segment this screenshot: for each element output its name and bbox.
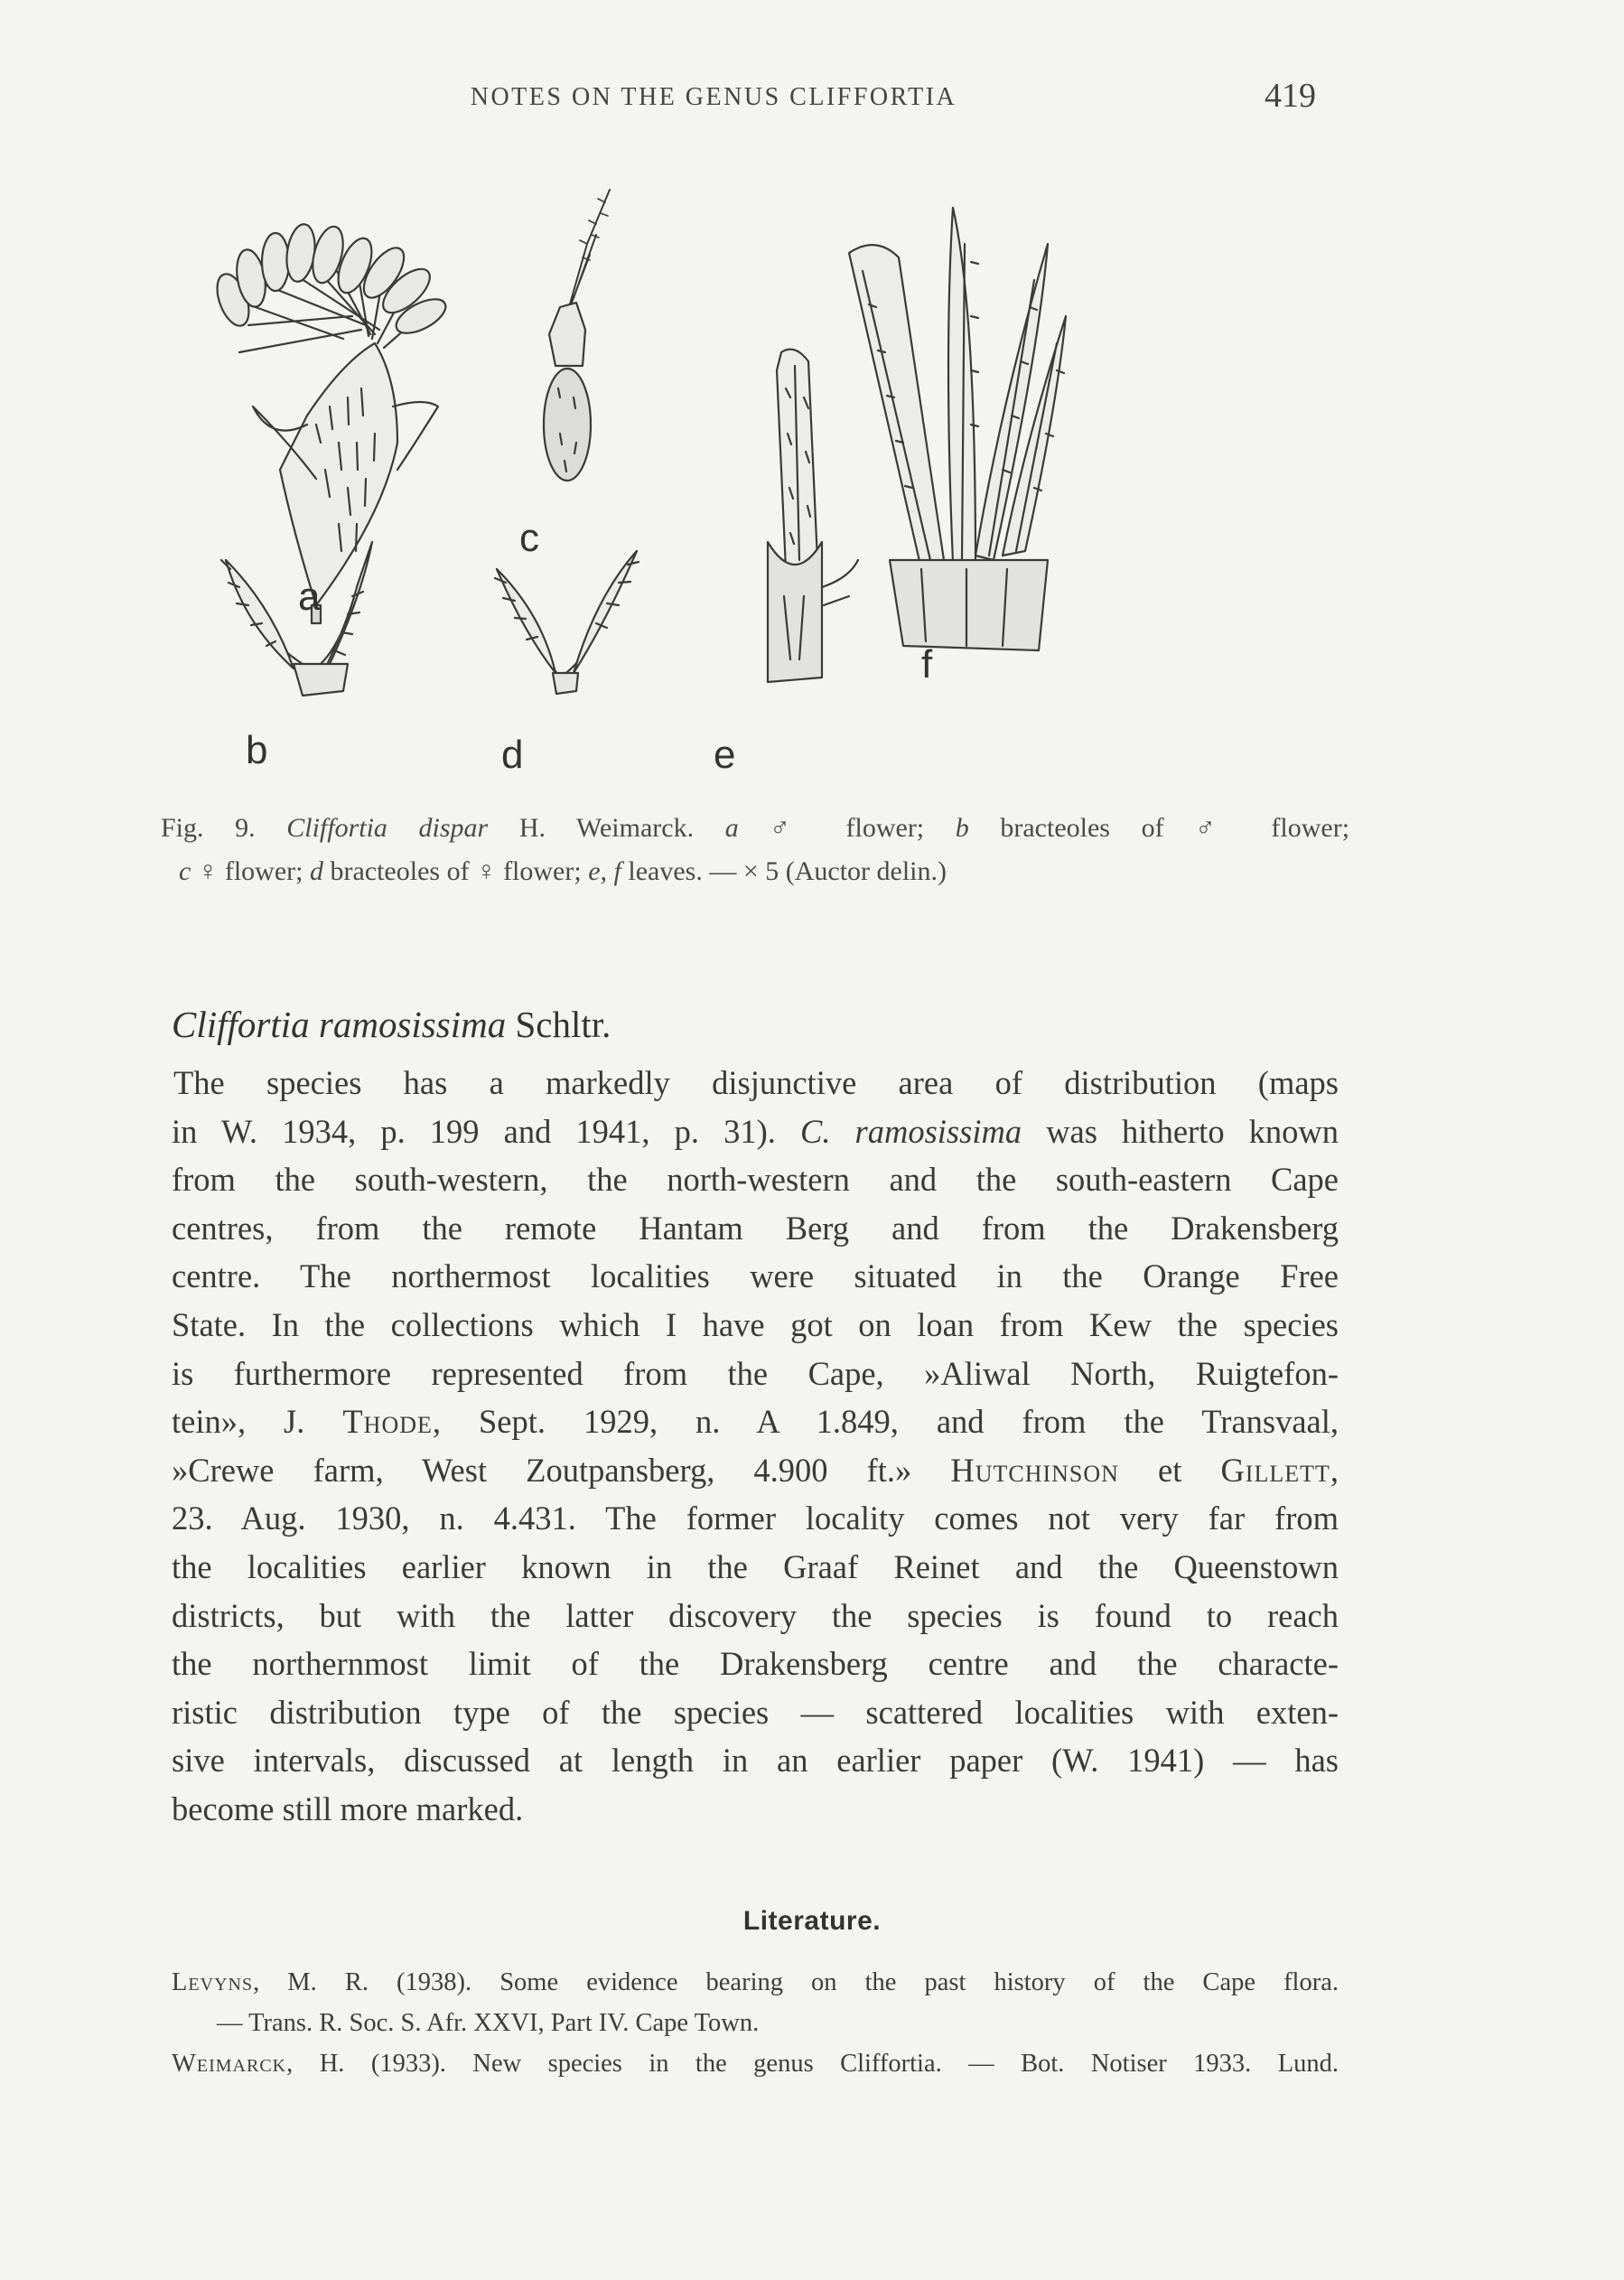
single-leaf-drawing	[768, 350, 858, 682]
reference-list: Levyns, M. R. (1938). Some evidence bearing on the past history of the Cape flora. — Trans. R. Soc. S. Afr. XXVI, Part IV. Cape Town. Weimarck, H. (1933). New species in the genus Cliffortia. — Bot. Notiser 1933. Lund.	[172, 1962, 1339, 2084]
species-heading: Cliffortia ramosissima Schltr.	[172, 1004, 611, 1045]
label-d: d	[501, 733, 524, 777]
botanical-figure	[135, 172, 1274, 795]
reference-item: Weimarck, H. (1933). New species in the genus Cliffortia. — Bot. Notiser 1933. Lund.	[172, 2050, 1339, 2078]
literature-heading: Literature.	[742, 1906, 882, 1936]
body-paragraph: The species has a markedly disjunctive area of distribution (maps in W. 1934, p. 199 and 1941, p. 31). C. ramosissima was hitherto known from the south-western, the north-western and the south-eastern Cape centres, from the remote Hantam Berg and from the Drakensberg centre. The northermost localities were situated in the Orange Free State. In the collections which I have got on loan from Kew the species is furthermore represented from the Cape, »Aliwal North, Ruigtefon- tein», J. Thode, Sept. 1929, n. A 1.849, and from the Transvaal, »Crewe farm, West Zoutpansberg, 4.900 ft.» Hutchinson et Gillett, 23. Aug. 1930, n. 4.431. The former locality comes not very far from the localities earlier known in the Graaf Reinet and the Queenstown districts, but with the latter discovery the species is found to reach the northernmost limit of the Drakensberg centre and the characte- ristic distribution type of the species — scattered localities with exten- sive intervals, discussed at length in an earlier paper (W. 1941) — has become still more marked.	[172, 1064, 1339, 1827]
label-f: f	[921, 642, 933, 687]
running-title: NOTES ON THE GENUS CLIFFORTIA	[470, 83, 957, 111]
female-flower-drawing	[544, 190, 610, 481]
male-flower-drawing	[211, 222, 451, 623]
label-e: e	[714, 733, 736, 777]
figure-caption: Fig. 9. Cliffortia dispar H. Weimarck. a ♂ flower; b bracteoles of ♂ flower; c ♀ flower; d bracteoles of ♀ flower; e, f leaves. — × 5 (Auctor delin.)	[161, 813, 1350, 886]
label-b: b	[246, 728, 268, 772]
female-bracteoles-drawing	[495, 551, 639, 694]
reference-item: Levyns, M. R. (1938). Some evidence bearing on the past history of the Cape flora.	[172, 1968, 1339, 1996]
label-a: a	[298, 575, 321, 619]
male-bracteoles-drawing	[221, 542, 372, 696]
label-c: c	[519, 516, 539, 560]
leaves-drawing	[849, 208, 1066, 650]
page-number: 419	[1265, 77, 1316, 115]
